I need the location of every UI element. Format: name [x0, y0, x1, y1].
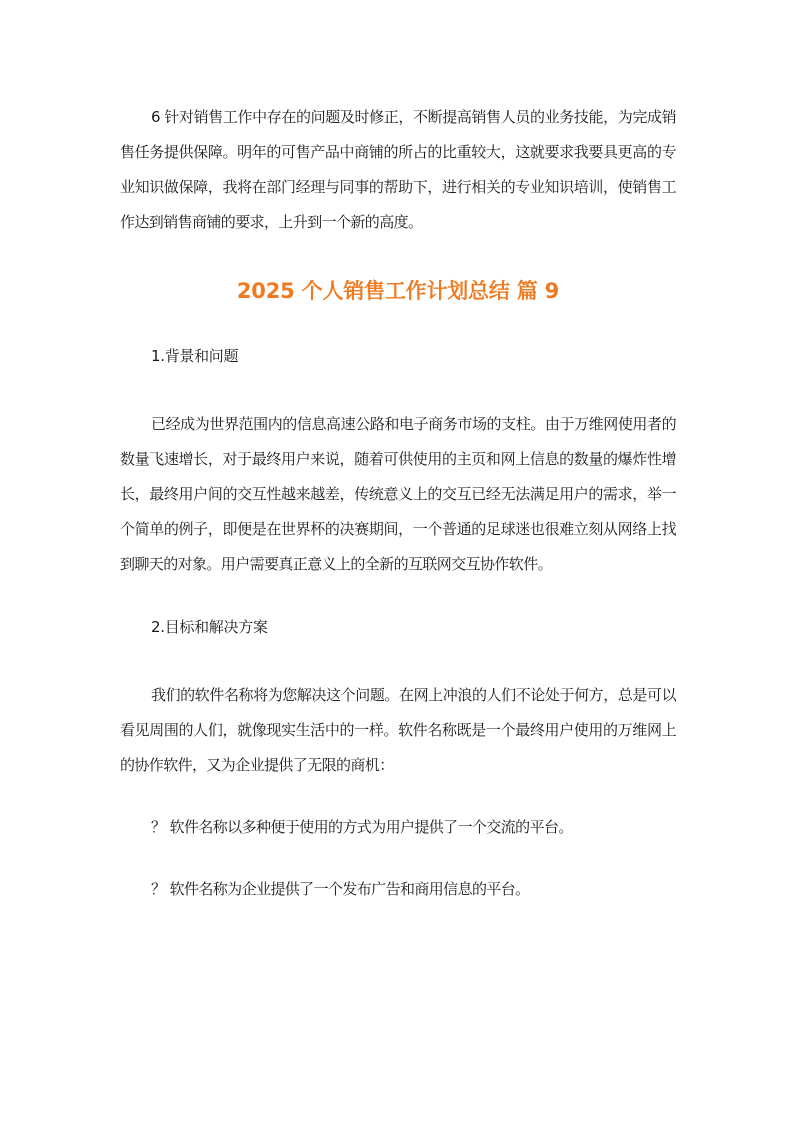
- paragraph-background: 已经成为世界范围内的信息高速公路和电子商务市场的支柱。由于万维网使用者的数量飞速增长，对于最终用户来说，随着可供使用的主页和网上信息的数量的爆炸性增长，最终用户间的交互性越来越差，传统意义上的交互已经无法满足用户的需求，举一个简单的例子，即便是在世界杯的决赛期间，一个普通的足球迷也很难立刻从网络上找到聊天的对象。用户需要真正意义上的全新的互联网交互协作软件。: [120, 415, 676, 573]
- document-page: [120, 100, 676, 907]
- paragraph-goals: 我们的软件名称将为您解决这个问题。在网上冲浪的人们不论处于何方，总是可以看见周围的人们，就像现实生活中的一样。软件名称既是一个最终用户使用的万维网上的协作软件，又为企业提供了无限的商机：: [120, 686, 676, 774]
- paragraph-item-6: 6 针对销售工作中存在的问题及时修正，不断提高销售人员的业务技能，为完成销售任务提供保障。明年的可售产品中商铺的所占的比重较大，这就要求我要具更高的专业知识做保障，我将在部门经理与同事的帮助下，进行相关的专业知识培训，使销售工作达到销售商铺的要求，上升到一个新的高度。: [120, 108, 676, 231]
- section-title: 2025 个人销售工作计划总结 篇 9: [236, 279, 560, 303]
- bullet-item-2: ？ 软件名称为企业提供了一个发布广告和商用信息的平台。: [151, 880, 530, 898]
- bullet-item-1: ？ 软件名称以多种便于使用的方式为用户提供了一个交流的平台。: [151, 818, 573, 836]
- heading-goals: 2.目标和解决方案: [151, 618, 268, 636]
- heading-background: 1.背景和问题: [151, 347, 239, 365]
